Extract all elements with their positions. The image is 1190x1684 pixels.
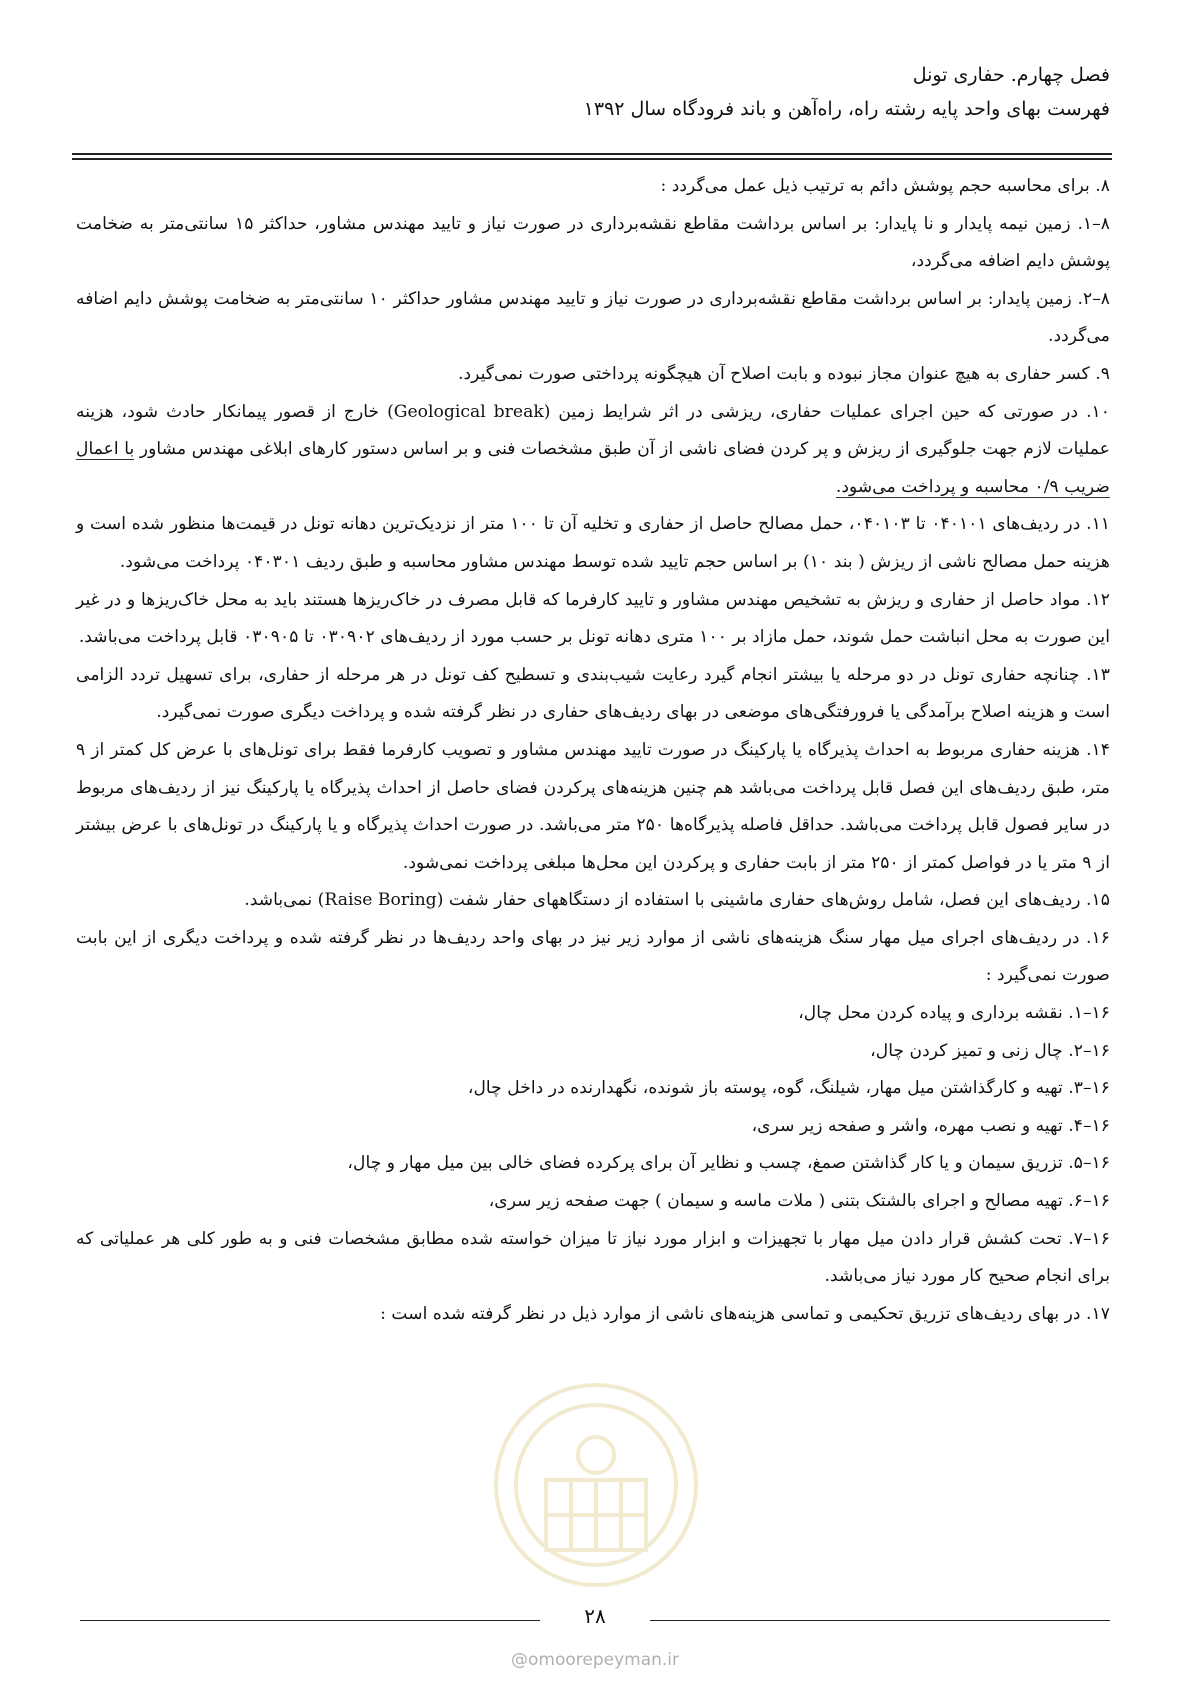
- header-divider-second: [72, 158, 1112, 160]
- paragraph-8: ۸. برای محاسبه حجم پوشش دائم به ترتیب ذیل عمل می‌گردد :: [660, 176, 1110, 196]
- chapter-title: فصل چهارم. حفاری تونل: [912, 64, 1110, 86]
- paragraph-10-text: ۱۰. در صورتی که حین اجرای عملیات حفاری، ریزشی در اثر شرایط زمین (Geological break) خارج از قصور پیمانکار حادث شود، هزینه عملیات لازم جهت جلوگیری از ریزش و پر کردن فضای ناشی از آن طبق مشخصات فنی و بر اساس دستور کارهای ابلاغی مهندس مشاور: [76, 401, 1110, 460]
- paragraph-15: ۱۵. ردیف‌های این فصل، شامل روش‌های حفاری ماشینی با استفاده از دستگاههای حفار شفت (Raise Boring) نمی‌باشد.: [244, 890, 1110, 911]
- page-header: [80, 58, 1110, 126]
- header-divider: [72, 153, 1112, 155]
- paragraph-12: ۱۲. مواد حاصل از حفاری و ریزش به تشخیص مهندس مشاور و تایید کارفرما که قابل مصرف در خاک‌ریزها هستند باید به محل خاک‌ریزها و در غیر این صورت به محل انباشت حمل شوند، حمل مازاد بر ۱۰۰ متری دهانه تونل بر حسب مورد از ردیف‌های ۰۳۰۹۰۲ تا ۰۳۰۹۰۵ قابل پرداخت می‌باشد.: [76, 589, 1110, 648]
- paragraph-10: [76, 394, 1110, 507]
- watermark-url: @omoorepeyman.ir: [510, 1650, 680, 1670]
- list-item-16-1: ۱۶–۱. نقشه برداری و پیاده کردن محل چال،: [798, 1003, 1110, 1024]
- paragraph-9: ۹. کسر حفاری به هیچ عنوان مجاز نبوده و بابت اصلاح آن هیچگونه پرداختی صورت نمی‌گیرد.: [458, 363, 1110, 384]
- paragraph-17: ۱۷. در بهای ردیف‌های تزریق تحکیمی و تماسی هزینه‌های ناشی از موارد ذیل در نظر گرفته شده است :: [380, 1303, 1110, 1324]
- paragraph-10-underlined: با اعمال ضریب ۰/۹ محاسبه و پرداخت می‌شود.: [76, 439, 1110, 497]
- paragraph-14: ۱۴. هزینه حفاری مربوط به احداث پذیرگاه یا پارکینگ در صورت تایید مهندس مشاور و تصویب کارفرما فقط برای تونل‌های با عرض کل کمتر از ۹ متر، طبق ردیف‌های این فصل قابل پرداخت می‌باشد هم چنین هزینه‌های پرکردن فضای حاصل از احداث پذیرگاه یا پارکینگ نیز از ردیف‌های مربوط در سایر فصول قابل پرداخت می‌باشد. حداقل فاصله پذیرگاه‌ها ۲۵۰ متر می‌باشد. در صورت احداث پذیرگاه و یا پارکینگ در تونل‌های با عرض بیشتر از ۹ متر یا در فواصل کمتر از ۲۵۰ متر از بابت حفاری و پرکردن این محل‌ها مبلغی پرداخت نمی‌شود.: [76, 739, 1110, 873]
- paragraph-8-1: ۸–۱. زمین نیمه پایدار و نا پایدار: بر اساس برداشت مقاطع نقشه‌برداری در صورت نیاز و تایید مهندس مشاور، حداکثر ۱۵ سانتی‌متر به ضخامت پوشش دایم اضافه می‌گردد،: [76, 213, 1110, 272]
- list-item-16-2: ۱۶–۲. چال زنی و تمیز کردن چال،: [870, 1040, 1110, 1061]
- page-number: ۲۸: [584, 1604, 606, 1628]
- document-subtitle: فهرست بهای واحد پایه رشته راه، راه‌آهن و باند فرودگاه سال ۱۳۹۲: [583, 98, 1110, 120]
- list-item-16-7: ۱۶–۷. تحت کشش قرار دادن میل مهار با تجهیزات و ابزار مورد نیاز تا میزان خواسته شده مطابق مشخصات فنی و به طور کلی هر عملیاتی که برای انجام صحیح کار مورد نیاز می‌باشد.: [76, 1228, 1110, 1287]
- list-item-16-4: ۱۶–۴. تهیه و نصب مهره، واشر و صفحه زیر سری،: [751, 1115, 1110, 1136]
- list-item-16-6: ۱۶–۶. تهیه مصالح و اجرای بالشتک بتنی ( ملات ماسه و سیمان ) جهت صفحه زیر سری،: [488, 1191, 1110, 1212]
- paragraph-11: ۱۱. در ردیف‌های ۰۴۰۱۰۱ تا ۰۴۰۱۰۳، حمل مصالح حاصل از حفاری و تخلیه آن تا ۱۰۰ متر از نزدیک‌ترین دهانه تونل در قیمت‌ها منظور شده است و هزینه حمل مصالح ناشی از ریزش ( بند ۱۰) بر اساس حجم تایید شده توسط مهندس مشاور محاسبه و طبق ردیف ۰۴۰۳۰۱ پرداخت می‌شود.: [76, 514, 1111, 572]
- watermark-seal-icon: [486, 1360, 706, 1610]
- footer-divider-left: [80, 1620, 540, 1621]
- list-item-16-3: ۱۶–۳. تهیه و کارگذاشتن میل مهار، شیلنگ، گوه، پوسته باز شونده، نگهدارنده در داخل چال،: [467, 1078, 1110, 1099]
- body-text: [76, 168, 1110, 1333]
- paragraph-16: ۱۶. در ردیف‌های اجرای میل مهار سنگ هزینه‌های ناشی از موارد زیر نیز در بهای واحد ردیف‌ها در نظر گرفته شده و پرداخت دیگری از این بابت صورت نمی‌گیرد :: [76, 927, 1110, 986]
- paragraph-8-2: ۸–۲. زمین پایدار: بر اساس برداشت مقاطع نقشه‌برداری در صورت نیاز و تایید مهندس مشاور حداکثر ۱۰ سانتی‌متر به ضخامت پوشش دایم اضافه می‌گردد.: [76, 288, 1111, 347]
- footer-divider-right: [650, 1620, 1110, 1621]
- list-item-16-5: ۱۶–۵. تزریق سیمان و یا کار گذاشتن صمغ، چسب و نظایر آن برای پرکرده فضای خالی بین میل مهار و چال،: [347, 1153, 1110, 1174]
- paragraph-13: ۱۳. چنانچه حفاری تونل در دو مرحله یا بیشتر انجام گیرد رعایت شیب‌بندی و تسطیح کف تونل در هر مرحله از حفاری، برای تسهیل تردد الزامی است و هزینه اصلاح برآمدگی یا فرورفتگی‌های موضعی در بهای ردیف‌های حفاری در نظر گرفته شده و پرداخت دیگری صورت نمی‌گیرد.: [76, 664, 1110, 723]
